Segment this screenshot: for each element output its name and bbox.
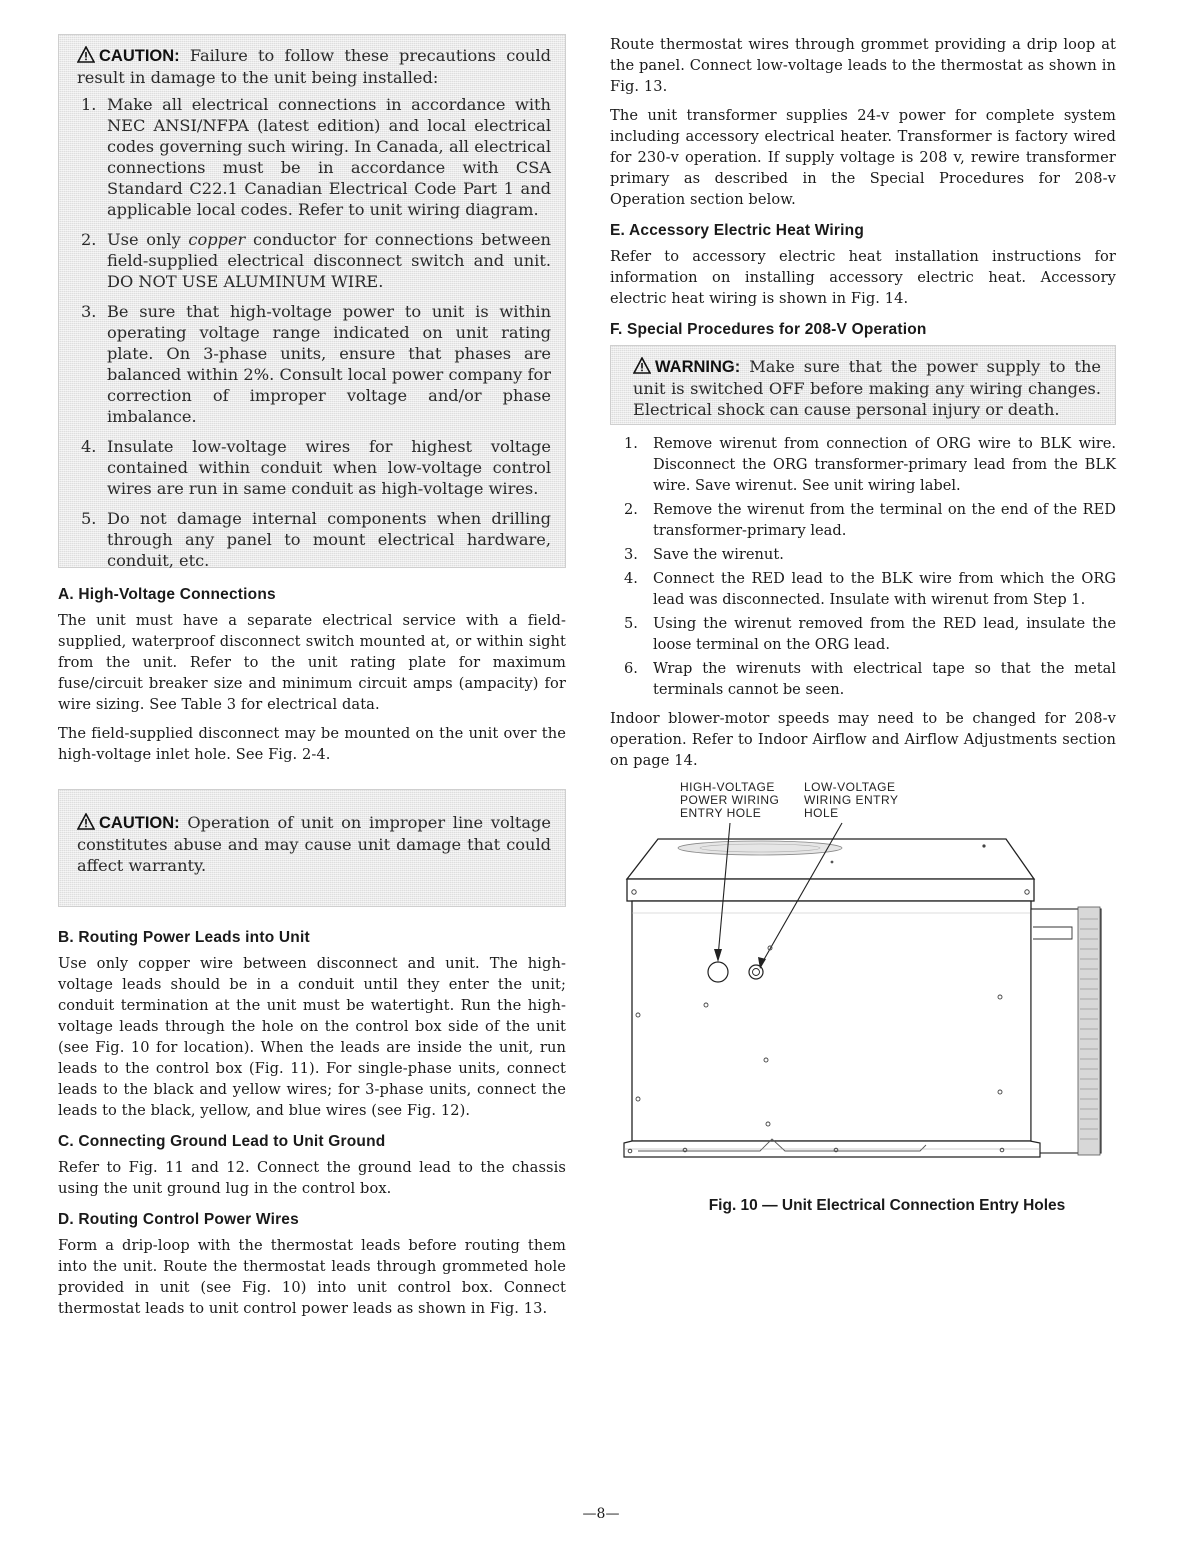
section-e-heading: E. Accessory Electric Heat Wiring <box>610 222 864 239</box>
step-6: 6. Wrap the wirenuts with electrical tape so that the metal terminals cannot be seen. <box>624 660 1116 698</box>
caution-lead-text: Failure to follow these precautions could result in damage to the unit being installed: <box>77 46 551 87</box>
section-e-paragraph: Refer to accessory electric heat installation instructions for information on installing accessory electric heat. Accessory electric heat wiring is shown in Fig. 14. <box>610 248 1116 307</box>
section-c-paragraph: Refer to Fig. 11 and 12. Connect the ground lead to the chassis using the unit ground lug in the control box. <box>58 1159 566 1197</box>
warning-triangle-icon <box>77 46 95 63</box>
caution-keyword: CAUTION: <box>99 47 180 65</box>
warning-triangle-icon <box>633 357 651 374</box>
caution-item-4: 4. Insulate low-voltage wires for highest voltage contained within conduit when low-voltage control wires are run in same conduit as high-voltage wires. <box>81 437 551 498</box>
section-d-paragraph: Form a drip-loop with the thermostat leads before routing them into the unit. Route the thermostat leads through grommeted hole provided in unit (see Fig. 10) into unit control box. Connect thermostat leads to unit control power leads as shown in Fig. 13. <box>58 1237 566 1317</box>
section-f-after-paragraph: Indoor blower-motor speeds may need to be changed for 208-v operation. Refer to Indoor Airflow and Airflow Adjustments section on page 14. <box>610 710 1116 769</box>
warning-box <box>610 345 1116 425</box>
label-lv-line-3: HOLE <box>804 806 839 820</box>
step-3: 3. Save the wirenut. <box>624 546 784 563</box>
section-a-heading: A. High-Voltage Connections <box>58 586 276 603</box>
caution-box-precautions <box>58 34 566 568</box>
section-d-heading: D. Routing Control Power Wires <box>58 1211 299 1228</box>
unit-top-band <box>627 879 1034 901</box>
step-4: 4. Connect the RED lead to the BLK wire from which the ORG lead was disconnected. Insulate with wirenut from Step 1. <box>624 570 1116 608</box>
caution-box-voltage <box>58 789 566 907</box>
page-number: —8— <box>582 1506 620 1522</box>
label-lv-line-2: WIRING ENTRY <box>804 793 899 807</box>
label-hv-line-1: HIGH-VOLTAGE <box>680 780 775 794</box>
step-5: 5. Using the wirenut removed from the RED lead, insulate the loose terminal on the ORG lead. <box>624 615 1116 653</box>
procedure-steps <box>610 433 1116 700</box>
caution-list <box>77 94 551 571</box>
label-hv-line-3: ENTRY HOLE <box>680 806 762 820</box>
section-b-heading: B. Routing Power Leads into Unit <box>58 929 310 946</box>
section-a-paragraph-1: The unit must have a separate electrical service with a field-supplied, waterproof disconnect switch mounted at, or within sight from the unit. Refer to the unit rating plate for maximum fuse/circuit breaker size and minimum circuit amps (ampacity) for wire sizing. See Table 3 for electrical data. <box>58 612 566 713</box>
intro-paragraph-2: The unit transformer supplies 24-v power for complete system including accessory electrical heater. Transformer is factory wired for 230-v operation. If supply voltage is 208 v, rewire transformer primary as described in the Special Procedures for 208-v Operation section below. <box>610 107 1116 208</box>
caution-item-2: 2. Use only copper conductor for connections between field-supplied electrical disconnect switch and unit. DO NOT USE ALUMINUM WIRE. <box>81 230 551 291</box>
caution-item-5: 5. Do not damage internal components when drilling through any panel to mount electrical hardware, conduit, etc. <box>81 509 551 570</box>
caution-keyword: CAUTION: <box>99 814 180 832</box>
section-f-heading: F. Special Procedures for 208-V Operation <box>610 321 927 338</box>
left-column <box>58 34 566 1327</box>
step-1: 1. Remove wirenut from connection of ORG wire to BLK wire. Disconnect the ORG transformer-primary lead from the BLK wire. Save wirenut. See unit wiring label. <box>624 435 1116 494</box>
figure-10 <box>610 779 1116 1214</box>
warning-keyword: WARNING: <box>655 358 741 376</box>
warning-text: Make sure that the power supply to the unit is switched OFF before making any wiring changes. Electrical shock can cause personal injury or death. <box>633 357 1101 419</box>
unit-diagram <box>610 779 1116 1189</box>
high-voltage-entry-hole <box>708 962 728 982</box>
caution-item-3: 3. Be sure that high-voltage power to unit is within operating voltage range indicated on unit rating plate. On 3-phase units, ensure that phases are balanced within 2%. Consult local power company for correction of improper voltage and/or phase imbalance. <box>81 302 551 426</box>
label-lv-line-1: LOW-VOLTAGE <box>804 780 896 794</box>
section-a-paragraph-2: The field-supplied disconnect may be mounted on the unit over the high-voltage inlet hole. See Fig. 2-4. <box>58 725 566 763</box>
right-column <box>610 34 1116 1214</box>
caution-voltage-text: Operation of unit on improper line voltage constitutes abuse and may cause unit damage that could affect warranty. <box>77 813 551 875</box>
unit-cabinet <box>632 901 1031 1141</box>
intro-paragraph-1: Route thermostat wires through grommet providing a drip loop at the panel. Connect low-voltage leads to the thermostat as shown in Fig. 13. <box>610 36 1116 95</box>
caution-item-1: 1. Make all electrical connections in accordance with NEC ANSI/NFPA (latest edition) and local electrical codes governing such wiring. In Canada, all electrical connections must be in accordance with CSA Standard C22.1 Canadian Electrical Code Part 1 and applicable local codes. Refer to unit wiring diagram. <box>81 95 551 219</box>
section-c-heading: C. Connecting Ground Lead to Unit Ground <box>58 1133 386 1150</box>
section-b-paragraph: Use only copper wire between disconnect and unit. The high-voltage leads should be in a conduit until they enter the unit; conduit termination at the unit must be watertight. Run the high-voltage leads through the hole on the control box side of the unit (see Fig. 10 for location). When the leads are inside the unit, run leads to the control box (Fig. 11). For single-phase units, connect leads to the black and yellow wires; for 3-phase units, connect the leads to the black, yellow, and blue wires (see Fig. 12). <box>58 955 566 1119</box>
step-2: 2. Remove the wirenut from the terminal on the end of the RED transformer-primary lead. <box>624 501 1116 539</box>
fan-grille <box>678 841 842 855</box>
label-hv-line-2: POWER WIRING <box>680 793 780 807</box>
warning-triangle-icon <box>77 813 95 830</box>
figure-caption: Fig. 10 — Unit Electrical Connection Entry Holes <box>708 1197 1066 1214</box>
duct-panel-grille <box>1078 907 1100 1155</box>
